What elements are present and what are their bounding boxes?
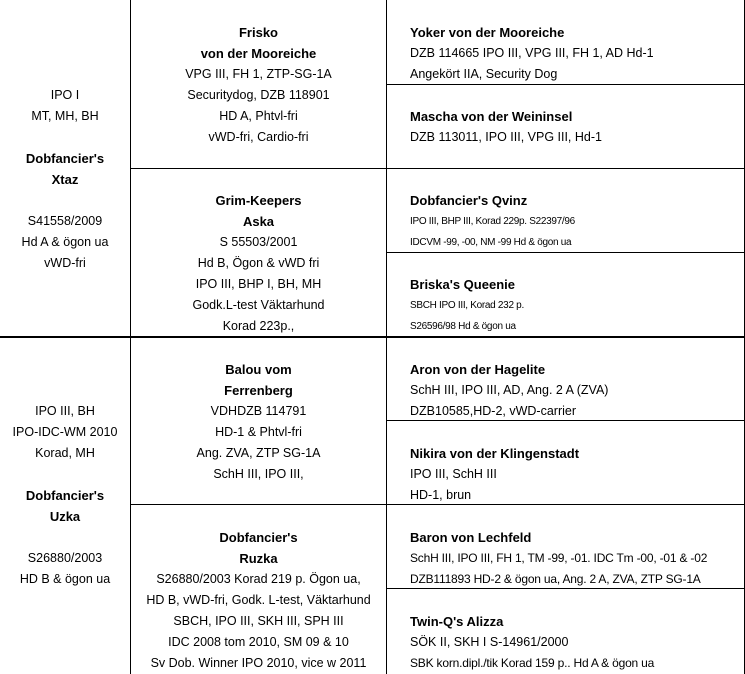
dog-info-line: HD B & ögon ua	[19, 572, 111, 586]
grandsire-cell-qvinz	[387, 190, 744, 253]
dam-cell-aska	[131, 190, 386, 337]
dam-info-line: IPO III, BHP I, BH, MH	[195, 277, 322, 291]
ancestor-name: Mascha von der Weininsel	[410, 109, 573, 124]
dam-info-line: Hd B, Ögon & vWD fri	[197, 256, 320, 270]
dam-info-line: SBCH, IPO III, SKH III, SPH III	[173, 614, 344, 628]
grandsire-cell-baron	[387, 527, 744, 590]
dog-name-line: Dobfancier's	[25, 488, 105, 503]
dam-name-line: Aska	[242, 214, 275, 229]
dog-name-line: Uzka	[49, 509, 81, 524]
granddam-cell-mascha	[387, 106, 744, 148]
dam-info-line: S26880/2003 Korad 219 p. Ögon ua,	[156, 572, 361, 586]
sire-info-line: vWD-fri, Cardio-fri	[208, 130, 309, 144]
dog-title-line: IPO-IDC-WM 2010	[12, 425, 118, 439]
ancestor-info-line: SchH III, IPO III, AD, Ang. 2 A (ZVA)	[410, 383, 609, 397]
sire-name-line: von der Mooreiche	[200, 46, 317, 61]
granddam-cell-nikira	[387, 443, 744, 506]
dog-cell-uzka	[0, 401, 130, 590]
sire-info-line: VPG III, FH 1, ZTP-SG-1A	[185, 67, 332, 81]
ancestor-info-line: IPO III, SchH III	[410, 467, 497, 481]
dog-name-line: Xtaz	[51, 172, 79, 187]
ancestor-name: Twin-Q's Alizza	[410, 614, 504, 629]
sire-info-line: HD A, Phtvl-fri	[219, 109, 298, 123]
dam-info-line: Korad 223p.,	[222, 319, 295, 333]
sire-info-line: Securitydog, DZB 118901	[187, 88, 330, 102]
ancestor-info-line: IPO III, BHP III, Korad 229p. S22397/96	[410, 216, 575, 227]
dam-name-line: Ruzka	[239, 551, 278, 566]
dog-title-line: MT, MH, BH	[31, 109, 99, 123]
sire-info-line: VDHDZB 114791	[210, 404, 307, 418]
ancestor-info-line: HD-1, brun	[410, 488, 472, 502]
grid-line-h1	[130, 168, 745, 169]
ancestor-name: Nikira von der Klingenstadt	[410, 446, 580, 461]
granddam-cell-briska	[387, 274, 744, 337]
sire-cell-balou	[131, 359, 386, 485]
dam-cell-ruzka	[131, 527, 386, 674]
granddam-cell-alizza	[387, 611, 744, 674]
dog-cell-xtaz	[0, 85, 130, 274]
ancestor-info-line: DZB 114665 IPO III, VPG III, FH 1, AD Hd-1	[410, 46, 654, 60]
ancestor-info-line: SBK korn.dipl./tik Korad 159 p.. Hd A & ögon ua	[410, 656, 655, 670]
sire-info-line: Ang. ZVA, ZTP SG-1A	[196, 446, 321, 460]
ancestor-info-line: S26596/98 Hd & ögon ua	[410, 321, 516, 332]
dog-title-line: Korad, MH	[35, 446, 95, 460]
dog-info-line: S41558/2009	[27, 214, 103, 228]
dam-info-line: Sv Dob. Winner IPO 2010, vice w 2011	[150, 656, 367, 670]
dog-info-line: vWD-fri	[44, 256, 86, 270]
dog-name-line: Dobfancier's	[25, 151, 105, 166]
grandsire-cell-yoker	[387, 22, 744, 85]
dam-info-line: HD B, vWD-fri, Godk. L-test, Väktarhund	[146, 593, 371, 607]
sire-cell-frisko	[131, 22, 386, 148]
ancestor-name: Dobfancier's Qvinz	[410, 193, 528, 208]
dam-info-line: Godk.L-test Väktarhund	[192, 298, 325, 312]
dog-title-line: IPO III, BH	[35, 404, 95, 418]
sire-info-line: HD-1 & Phtvl-fri	[215, 425, 302, 439]
dam-name-line: Dobfancier's	[219, 530, 298, 545]
ancestor-name: Baron von Lechfeld	[410, 530, 532, 545]
dam-info-line: S 55503/2001	[219, 235, 298, 249]
dog-title-line: IPO I	[50, 88, 80, 102]
dog-info-line: S26880/2003	[27, 551, 103, 565]
ancestor-info-line: DZB 113011, IPO III, VPG III, Hd-1	[410, 130, 602, 144]
dog-info-line: Hd A & ögon ua	[21, 235, 109, 249]
ancestor-name: Yoker von der Mooreiche	[410, 25, 565, 40]
ancestor-name: Aron von der Hagelite	[410, 362, 546, 377]
sire-info-line: SchH III, IPO III,	[213, 467, 304, 481]
grandsire-cell-aron	[387, 359, 744, 422]
dam-info-line: IDC 2008 tom 2010, SM 09 & 10	[168, 635, 349, 649]
sire-name-line: Frisko	[238, 25, 278, 40]
ancestor-info-line: SchH III, IPO III, FH 1, TM -99, -01. IDC Tm -00, -01 & -02	[410, 551, 708, 565]
sire-name-line: Balou vom	[225, 362, 292, 377]
ancestor-info-line: IDCVM -99, -00, NM -99 Hd & ögon ua	[410, 237, 572, 248]
ancestor-info-line: DZB111893 HD-2 & ögon ua, Ang. 2 A, ZVA, ZTP SG-1A	[410, 572, 701, 586]
ancestor-info-line: SBCH IPO III, Korad 232 p.	[410, 300, 524, 311]
sire-name-line: Ferrenberg	[224, 383, 293, 398]
ancestor-info-line: SÖK II, SKH I S-14961/2000	[410, 635, 569, 649]
ancestor-info-line: Angekört IIA, Security Dog	[410, 67, 558, 81]
ancestor-info-line: DZB10585,HD-2, vWD-carrier	[410, 404, 577, 418]
dam-name-line: Grim-Keepers	[215, 193, 302, 208]
ancestor-name: Briska's Queenie	[410, 277, 515, 292]
